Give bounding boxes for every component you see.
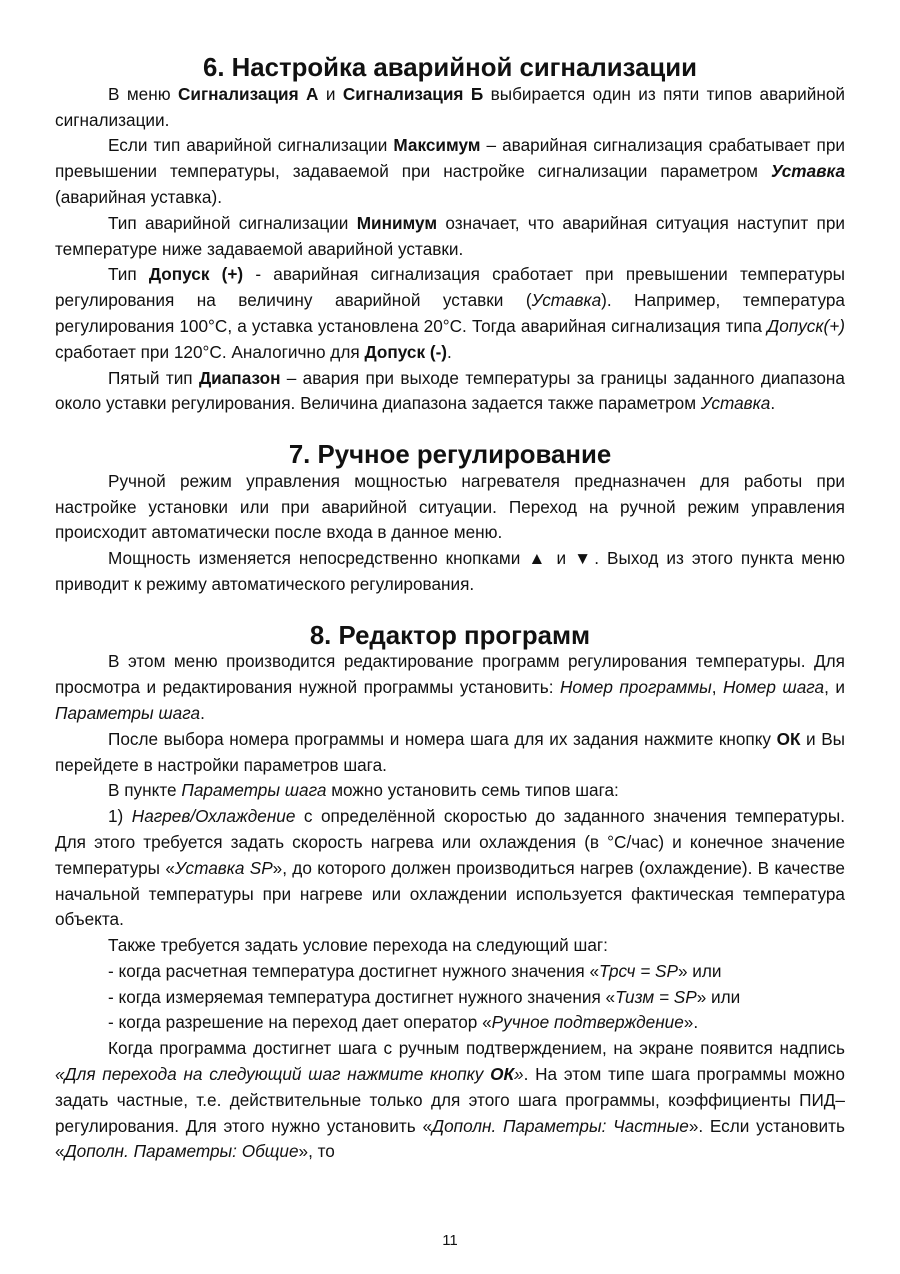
section-6-title: 6. Настройка аварийной сигнализации: [202, 54, 698, 82]
emphasis: Допуск (+): [148, 264, 244, 285]
text-run: и Вы перейдете в настройки параметров шага.: [55, 728, 846, 775]
emphasis: »: [514, 1064, 524, 1085]
emphasis: Сигнализация Б: [342, 83, 484, 104]
emphasis: Минимум: [356, 212, 438, 233]
emphasis: Уставка: [531, 290, 602, 311]
emphasis: ОК: [490, 1064, 515, 1085]
emphasis: Трсч = SP: [599, 960, 678, 981]
paragraph: [55, 366, 845, 418]
text-run: Также требуется задать условие перехода на следующий шаг:: [108, 935, 608, 956]
text-run: ,: [711, 677, 724, 698]
text-run: », до которого должен производиться нагрев (охлаждение). В качестве начальной температуры при нагреве или охлаждении используется фактическая температура объекта.: [55, 857, 845, 930]
text-run: ».: [683, 1012, 699, 1033]
page-number: 11: [442, 1232, 458, 1249]
document-page: [55, 56, 845, 1165]
text-run: – авария при выходе температуры за границы заданного диапазона около уставки регулирования. Величина диапазона задается также параметром: [55, 367, 845, 414]
emphasis: Дополн. Параметры: Частные: [432, 1115, 689, 1136]
text-run: Тип: [108, 264, 149, 285]
spacer: [55, 417, 845, 443]
paragraph: [55, 804, 845, 933]
text-run: Тип аварийной сигнализации: [108, 212, 357, 233]
paragraph: [55, 211, 845, 263]
paragraph: [55, 727, 845, 779]
paragraph: [55, 778, 845, 804]
emphasis: Нагрев/Охлаждение: [131, 806, 296, 827]
emphasis: Ручное подтверждение: [491, 1012, 684, 1033]
emphasis: Параметры шага: [181, 780, 327, 801]
emphasis: [771, 161, 845, 181]
emphasis: Параметры шага: [55, 702, 201, 723]
paragraph: [55, 1036, 845, 1165]
text-run: В пункте: [108, 780, 182, 801]
text-run: сработает при 120°С. Аналогично для: [55, 341, 365, 362]
text-run: означает, что аварийная ситуация наступит при температуре ниже задаваемой аварийной уставки.: [55, 212, 846, 259]
text-run: В меню: [108, 83, 179, 104]
text-run: – аварийная сигнализация срабатывает при превышении температуры, задаваемой при настройке сигнализации параметром: [55, 135, 845, 182]
emphasis: Допуск(+): [767, 315, 845, 336]
spacer: [55, 598, 845, 624]
emphasis: [490, 1064, 514, 1084]
text-run: с определённой скоростью до заданного значения температуры. Для этого требуется задать скорость нагрева или охлаждения (в °С/час) и конечное значение температуры «: [55, 806, 845, 878]
emphasis: ОК: [776, 728, 801, 749]
emphasis: Допуск (-): [364, 341, 448, 362]
paragraph: [55, 933, 845, 959]
text-run: ». Если установить «: [55, 1115, 845, 1162]
text-run: выбирается один из пяти типов аварийной сигнализации.: [55, 83, 846, 130]
text-run: », то: [298, 1141, 335, 1162]
paragraph: [55, 469, 845, 546]
emphasis: Дополн. Параметры: Общие: [64, 1141, 299, 1162]
text-run: Мощность изменяется непосредственно кнопками ▲ и ▼. Выход из этого пункта меню приводит к режиму автоматического регулирования.: [55, 548, 845, 594]
text-run: Когда программа достигнет шага с ручным подтверждением, на экране появится надпись: [108, 1038, 845, 1059]
emphasis: Максимум: [393, 135, 481, 156]
text-run: и: [318, 83, 343, 104]
emphasis: Диапазон: [198, 367, 281, 388]
text-run: ). Например, температура регулирования 100°С, а уставка установлена 20°С. Тогда аварийная сигнализация типа: [55, 290, 845, 336]
list-item: [55, 1010, 845, 1036]
text-run: (аварийная уставка).: [55, 186, 222, 207]
text-run: » или: [677, 960, 722, 981]
paragraph: [55, 546, 845, 598]
emphasis: «Для перехода на следующий шаг нажмите кнопку: [55, 1064, 491, 1085]
text-run: .: [447, 341, 452, 362]
emphasis: Номер программы: [560, 677, 712, 698]
text-run: можно установить семь типов шага:: [326, 780, 619, 801]
text-run: 1): [108, 806, 132, 827]
text-run: В этом меню производится редактирование программ регулирования температуры. Для просмотра и редактирования нужной программы установить:: [55, 651, 845, 698]
paragraph: [55, 82, 845, 134]
emphasis: Уставка: [700, 393, 771, 414]
list-item: [55, 959, 845, 985]
emphasis: Номер шага: [723, 677, 825, 698]
text-run: После выбора номера программы и номера шага для их задания нажмите кнопку: [108, 728, 777, 749]
paragraph: [55, 133, 845, 210]
text-run: - аварийная сигнализация сработает при превышении температуры регулирования на величину аварийной уставки (: [55, 264, 845, 311]
emphasis: Уставка SP: [174, 857, 273, 878]
section-7-title: 7. Ручное регулирование: [288, 440, 612, 469]
text-run: Пятый тип: [108, 367, 199, 388]
text-run: - когда измеряемая температура достигнет нужного значения «: [108, 986, 616, 1007]
text-run: Если тип аварийной сигнализации: [108, 135, 394, 156]
emphasis: Тизм = SP: [615, 986, 697, 1007]
text-run: - когда расчетная температура достигнет нужного значения «: [108, 960, 600, 981]
text-run: .: [770, 393, 776, 414]
paragraph: [55, 649, 845, 726]
text-run: , и: [824, 677, 845, 698]
paragraph: [55, 262, 845, 365]
list-item: [55, 985, 845, 1011]
text-run: .: [200, 702, 205, 723]
emphasis: Сигнализация А: [178, 83, 319, 104]
emphasis: Уставка: [770, 161, 845, 182]
text-run: Ручной режим управления мощностью нагревателя предназначен для работы при настройке установки или при аварийной ситуации. Переход на ручной режим управления происходит автоматически после входа в данное меню.: [55, 470, 845, 543]
section-8-title: 8. Редактор программ: [309, 621, 591, 650]
text-run: - когда разрешение на переход дает оператор «: [108, 1012, 492, 1033]
text-run: . На этом типе шага программы можно задать частные, т.е. действительные только для этого шага программы, коэффициенты ПИД–регулирования. Для этого нужно установить «: [55, 1064, 845, 1136]
text-run: » или: [696, 986, 741, 1007]
